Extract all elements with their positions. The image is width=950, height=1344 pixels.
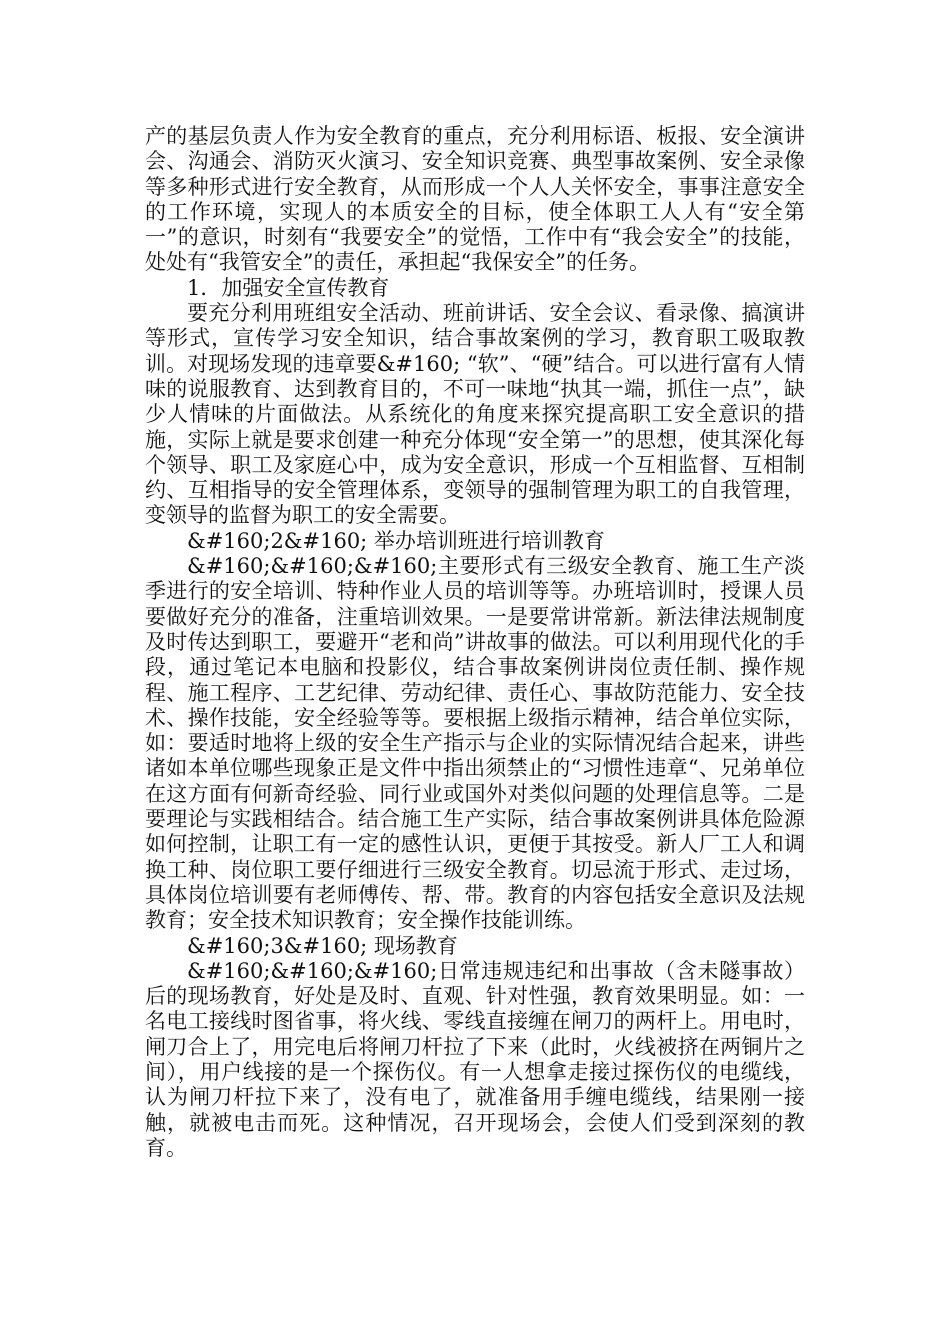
paragraph-training-classes: &#160;&#160;&#160;主要形式有三级安全教育、施工生产淡季进行的安全培训、特种作业人员的培训等等。办班培训时，授课人员要做好充分的准备，注重培训效果。一是要常讲常新。新法律法规制度及时传达到职工，要避开“老和尚”讲故事的做法。可以利用现代化的手段，通过笔记本电脑和投影仪，结合事故案例讲岗位责任制、操作规程、施工程序、工艺纪律、劳动纪律、责任心、事故防范能力、安全技术、操作技能，安全经验等等。要根据上级指示精神，结合单位实际，如：要适时地将上级的安全生产指示与企业的实际情况结合起来，讲些诸如本单位哪些现象正是文件中指出须禁止的“习惯性违章“、兄弟单位在这方面有何新奇经验、同行业或国外对类似问题的处理信息等。二是要理论与实践相结合。结合施工生产实际，结合事故案例讲具体危险源如何控制，让职工有一定的感性认识，更便于其按受。新人厂工人和调换工种、岗位职工要仔细进行三级安全教育。切忌流于形式、走过场，具体岗位培训要有老师傅传、帮、带。教育的内容包括安全意识及法规教育；安全技术知识教育；安全操作技能训练。 bbox=[145, 554, 805, 933]
paragraph-publicity-education: 要充分利用班组安全活动、班前讲话、安全会议、看录像、搞演讲等形式，宣传学习安全知识，结合事故案例的学习，教育职工吸取教训。对现场发现的违章要&#160; “软”、“硬”结合。可以进行富有人情味的说服教育、达到教育目的，不可一味地“执其一端，抓住一点”，缺少人情味的片面做法。从系统化的角度来探究提高职工安全意识的措施，实际上就是要求创建一种充分体现“安全第一”的思想，使其深化每个领导、职工及家庭心中，成为安全意识，形成一个互相监督、互相制约、互相指导的安全管理体系，变领导的强制管理为职工的自我管理，变领导的监督为职工的安全需要。 bbox=[145, 301, 805, 528]
section-heading-onsite-education: &#160;3&#160; 现场教育 bbox=[187, 933, 458, 958]
paragraph-onsite-education: &#160;&#160;&#160;日常违规违纪和出事故（含未隧事故）后的现场教育，好处是及时、直观、针对性强，教育效果明显。如：一名电工接线时图省事，将火线、零线直接缠在闸刀的两杆上。用电时，闸刀合上了，用完电后将闸刀杆拉了下来（此时，火线被挤在两铜片之间），用户线接的是一个探伤仪。有一人想拿走接过探伤仪的电缆线，认为闸刀杆拉下来了，没有电了，就准备用手缠电缆线，结果刚一接触，就被电击而死。这种情况，召开现场会，会使人们受到深刻的教育。 bbox=[145, 958, 805, 1160]
paragraph-intro-continuation: 产的基层负责人作为安全教育的重点，充分利用标语、板报、安全演讲会、沟通会、消防灭火演习、安全知识竞赛、典型事故案例、安全录像等多种形式进行安全教育，从而形成一个人人关怀安全，事事注意安全的工作环境，实现人的本质安全的目标，使全体职工人人有“安全第一”的意识，时刻有“我要安全”的觉悟，工作中有“我会安全”的技能，处处有“我管安全”的责任，承担起“我保安全”的任务。 bbox=[145, 124, 805, 275]
document-body bbox=[145, 124, 805, 1161]
section-heading-publicity-education: 1．加强安全宣传教育 bbox=[187, 275, 390, 300]
section-heading-training-classes: &#160;2&#160; 举办培训班进行培训教育 bbox=[187, 528, 605, 553]
